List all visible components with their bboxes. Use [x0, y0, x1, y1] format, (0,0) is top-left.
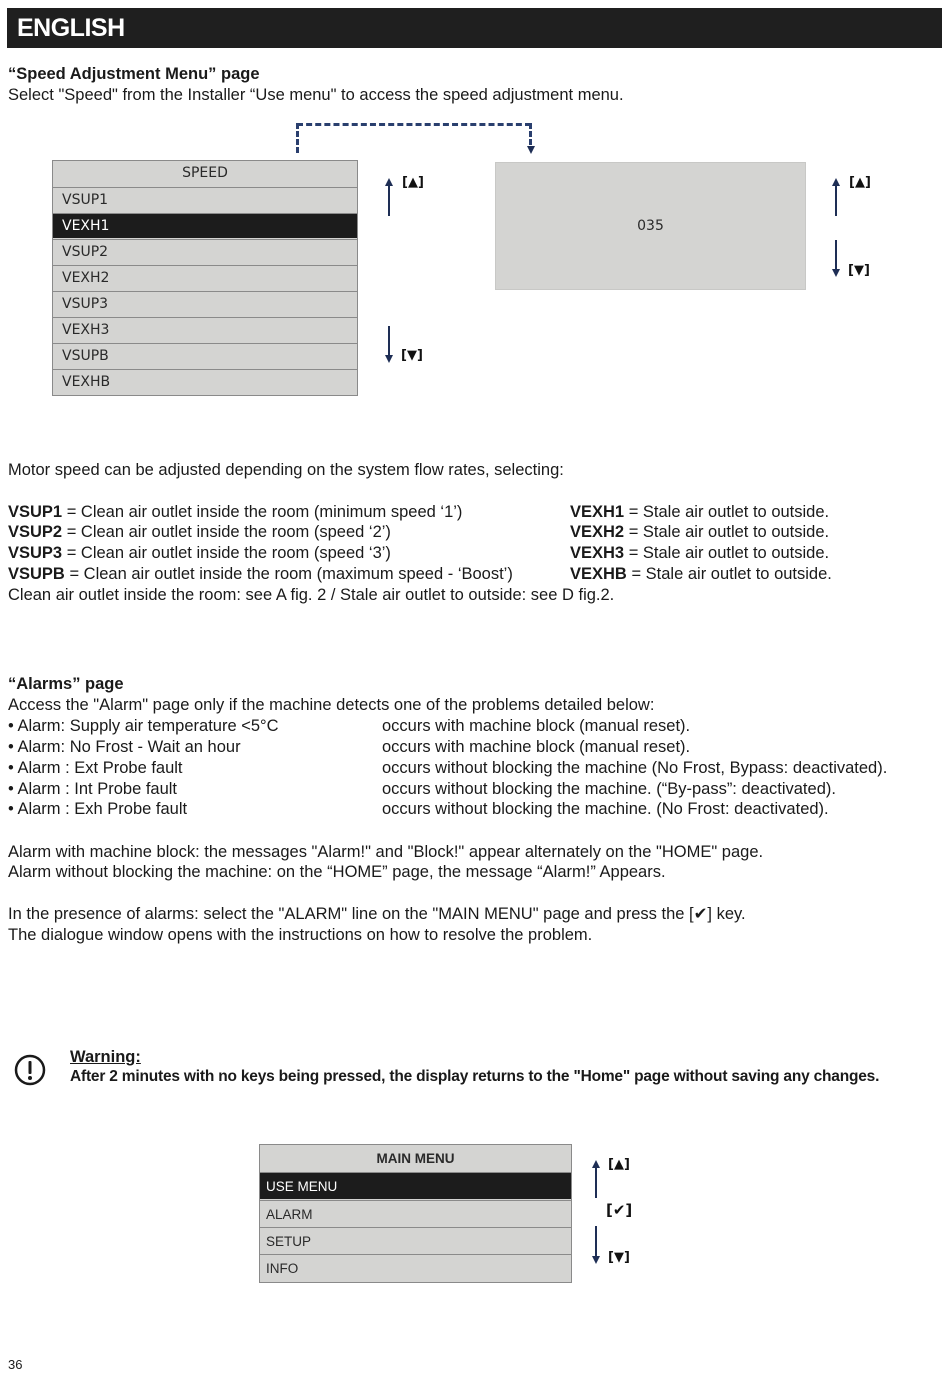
code-description: = Clean air outlet inside the room (minimum speed ‘1’): [62, 503, 463, 521]
main-menu-screen: [259, 1144, 572, 1283]
flow-connector-left: [296, 123, 299, 153]
code-description: = Clean air outlet inside the room (maximum speed - ‘Boost’): [64, 565, 513, 583]
alarm-name: • Alarm : Exh Probe fault: [8, 800, 188, 818]
speed-item-vexhb[interactable]: VEXHB: [53, 369, 357, 394]
flow-connector: [297, 123, 531, 126]
alarm-effect: occurs without blocking the machine. (“By-pass”: deactivated).: [382, 780, 836, 798]
value-down-arrow-icon: [832, 269, 840, 277]
motor-row-right: [570, 522, 829, 543]
value-up-arrow-line: [835, 184, 837, 216]
speed-lcd-title: SPEED: [182, 165, 228, 181]
menu-item-info[interactable]: INFO: [260, 1254, 571, 1281]
main-menu-title: MAIN MENU: [376, 1151, 455, 1166]
value-down-key[interactable]: [▼]: [848, 263, 870, 278]
menu-down-arrow-line: [595, 1226, 597, 1256]
motor-row-left: [8, 564, 513, 585]
menu-up-key[interactable]: [▲]: [608, 1157, 630, 1172]
up-arrow-line: [388, 184, 390, 216]
code-description: = Clean air outlet inside the room (speed ‘2’): [62, 523, 391, 541]
language-header: [7, 8, 942, 48]
menu-item-alarm[interactable]: ALARM: [260, 1200, 571, 1227]
speed-lcd-screen: [52, 160, 358, 396]
menu-down-arrow-icon: [592, 1256, 600, 1264]
flow-connector-right: [529, 123, 532, 145]
speed-item-vsupb[interactable]: VSUPB: [53, 343, 357, 368]
speed-item-vsup3[interactable]: VSUP3: [53, 291, 357, 316]
exclamation-circle-icon: [14, 1054, 44, 1084]
menu-item-use-menu[interactable]: USE MENU: [260, 1172, 571, 1199]
speed-item-vsup1[interactable]: VSUP1: [53, 187, 357, 212]
speed-item-vexh2[interactable]: VEXH2: [53, 265, 357, 290]
connector-arrow-icon: [527, 146, 535, 154]
alarm-effect: occurs without blocking the machine. (No Frost: deactivated).: [382, 800, 829, 818]
down-arrow-icon: [385, 355, 393, 363]
speed-value-screen: [495, 162, 806, 290]
code-description: = Clean air outlet inside the room (speed ‘3’): [62, 544, 391, 562]
motor-row-right: [570, 502, 829, 523]
speed-down-key[interactable]: [▼]: [401, 348, 423, 363]
alarm-effect: occurs with machine block (manual reset).: [382, 717, 691, 735]
code-label: VSUP2: [8, 523, 63, 541]
block-note-2: Alarm without blocking the machine: on the “HOME” page, the message “Alarm!” Appears.: [8, 863, 666, 881]
motor-footer: Clean air outlet inside the room: see A fig. 2 / Stale air outlet to outside: see D fig.2.: [8, 586, 615, 604]
motor-row-right: [570, 543, 829, 564]
value-up-key[interactable]: [▲]: [849, 175, 871, 190]
speed-heading: “Speed Adjustment Menu” page: [8, 65, 260, 83]
alarms-heading: “Alarms” page: [8, 675, 124, 693]
presence-note-2: The dialogue window opens with the instructions on how to resolve the problem.: [8, 926, 593, 944]
presence-note-1: In the presence of alarms: select the "ALARM" line on the "MAIN MENU" page and press the [✔] key.: [8, 905, 746, 923]
page-number: 36: [8, 1357, 23, 1372]
code-label: VSUP3: [8, 544, 63, 562]
motor-row-left: [8, 502, 462, 523]
menu-ok-key[interactable]: [✔]: [606, 1201, 633, 1219]
warning-title: Warning:: [70, 1048, 141, 1066]
alarm-effect: occurs without blocking the machine (No Frost, Bypass: deactivated).: [382, 759, 888, 777]
code-label: VEXH3: [570, 544, 625, 562]
speed-item-vexh1[interactable]: VEXH1: [53, 213, 357, 238]
value-down-arrow-line: [835, 240, 837, 270]
speed-item-vsup2[interactable]: VSUP2: [53, 239, 357, 264]
speed-intro: Select "Speed" from the Installer “Use menu" to access the speed adjustment menu.: [8, 86, 624, 104]
code-label: VSUPB: [8, 565, 65, 583]
warning-text: After 2 minutes with no keys being pressed, the display returns to the "Home" page without saving any changes.: [70, 1068, 880, 1085]
code-label: VEXHB: [570, 565, 627, 583]
alarm-effect: occurs with machine block (manual reset).: [382, 738, 691, 756]
speed-up-key[interactable]: [▲]: [402, 175, 424, 190]
code-description: = Stale air outlet to outside.: [624, 544, 830, 562]
block-note-1: Alarm with machine block: the messages "Alarm!" and "Block!" appear alternately on the "HOME" page.: [8, 843, 764, 861]
speed-item-vexh3[interactable]: VEXH3: [53, 317, 357, 342]
code-label: VEXH2: [570, 523, 625, 541]
code-label: VEXH1: [570, 503, 625, 521]
motor-row-right: [570, 564, 832, 585]
code-description: = Stale air outlet to outside.: [624, 523, 830, 541]
alarm-name: • Alarm : Ext Probe fault: [8, 759, 183, 777]
menu-item-setup[interactable]: SETUP: [260, 1227, 571, 1254]
menu-up-arrow-line: [595, 1166, 597, 1198]
alarms-intro: Access the "Alarm" page only if the machine detects one of the problems detailed below:: [8, 696, 655, 714]
code-label: VSUP1: [8, 503, 63, 521]
alarm-name: • Alarm: No Frost - Wait an hour: [8, 738, 241, 756]
motor-row-left: [8, 522, 391, 543]
language-title: ENGLISH: [17, 14, 125, 42]
alarm-name: • Alarm : Int Probe fault: [8, 780, 178, 798]
motor-intro: Motor speed can be adjusted depending on the system flow rates, selecting:: [8, 461, 564, 479]
down-arrow-line: [388, 326, 390, 356]
motor-row-left: [8, 543, 391, 564]
alarm-name: • Alarm: Supply air temperature <5°C: [8, 717, 279, 735]
code-description: = Stale air outlet to outside.: [624, 503, 830, 521]
speed-value: 035: [637, 218, 664, 234]
menu-down-key[interactable]: [▼]: [608, 1250, 630, 1265]
code-description: = Stale air outlet to outside.: [626, 565, 832, 583]
